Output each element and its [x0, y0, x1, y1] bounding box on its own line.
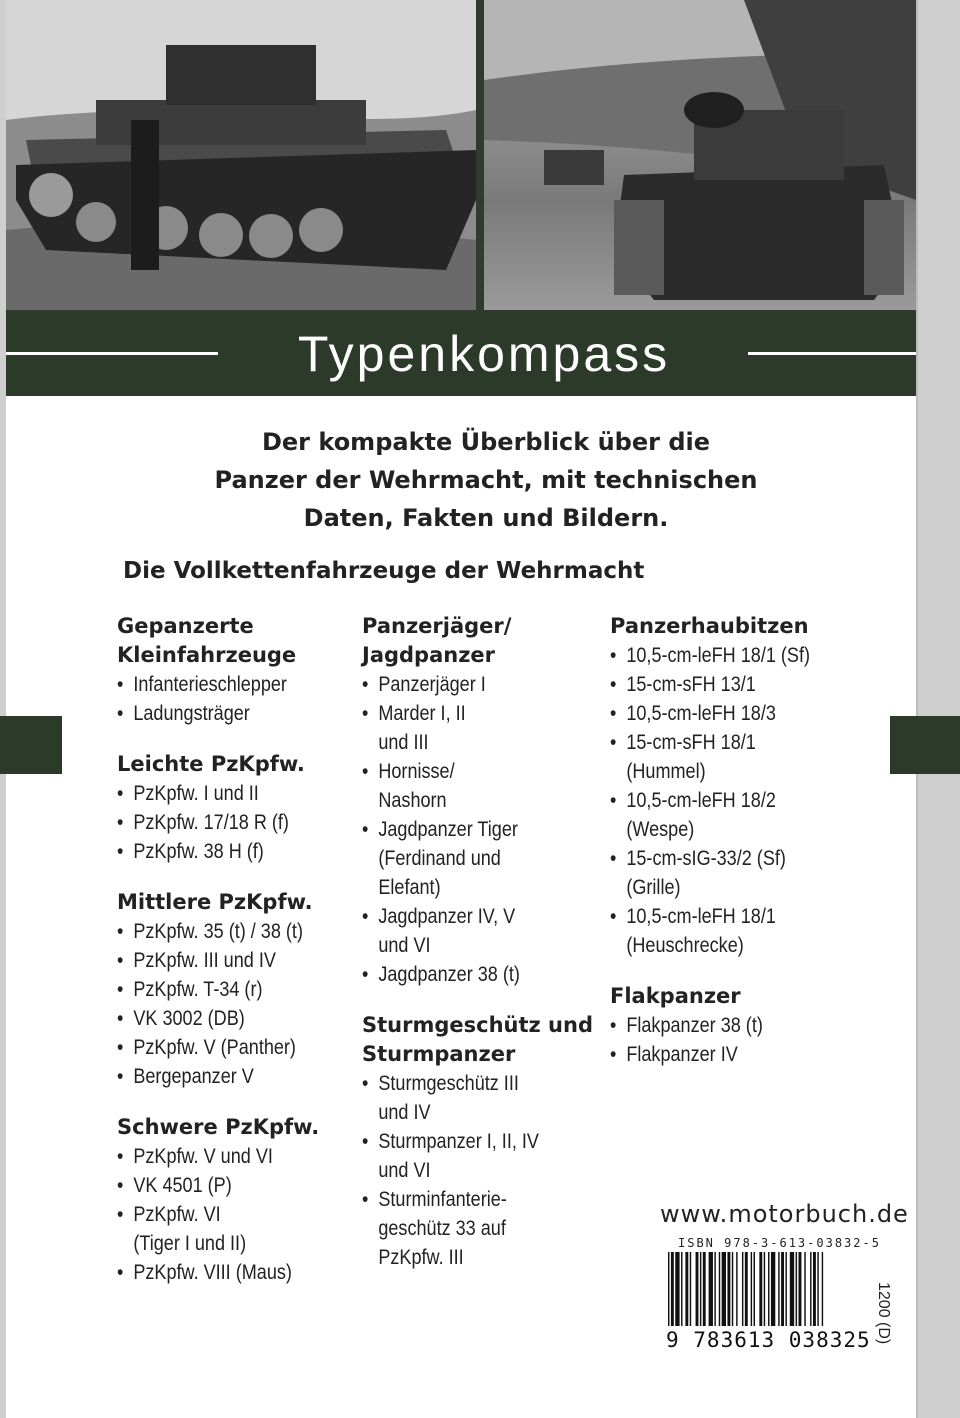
- vehicle-list-item: • Hornisse/: [362, 757, 573, 786]
- vehicle-list-item: • Jagdpanzer IV, V: [362, 902, 573, 931]
- barcode-bar: [790, 1252, 794, 1326]
- barcode-bar: [675, 1252, 679, 1326]
- category-title: Kleinfahrzeuge: [117, 643, 297, 667]
- barcode-bar: [804, 1252, 805, 1326]
- vehicle-list-item: • 15-cm-sFH 13/1: [610, 670, 825, 699]
- vehicle-list-item-continued: (Ferdinand und: [378, 847, 501, 870]
- category-group: [610, 982, 860, 1069]
- barcode-bar: [690, 1252, 691, 1326]
- barcode-bar: [778, 1252, 779, 1326]
- barcode-bar: [668, 1252, 669, 1326]
- barcode-bar: [696, 1252, 699, 1326]
- category-title: Flakpanzer: [610, 984, 741, 1008]
- barcode-digits: 9 783613 038325: [666, 1328, 871, 1352]
- category-group: [117, 888, 362, 1091]
- vehicle-list-item-continued: (Wespe): [626, 818, 695, 841]
- vehicle-list-item: • 10,5-cm-leFH 18/2: [610, 786, 825, 815]
- barcode-bar: [785, 1252, 786, 1326]
- vehicle-list-item-continued: PzKpfw. III: [378, 1246, 464, 1269]
- vehicle-list-item: • 15-cm-sFH 18/1: [610, 728, 825, 757]
- barcode-bar: [754, 1252, 755, 1326]
- vehicle-list-item: • 10,5-cm-leFH 18/3: [610, 699, 825, 728]
- barcode-bar: [714, 1252, 715, 1326]
- vehicle-list-item: • Flakpanzer 38 (t): [610, 1011, 825, 1040]
- category-title: Mittlere PzKpfw.: [117, 890, 313, 914]
- category-title: Schwere PzKpfw.: [117, 1115, 320, 1139]
- barcode-bar: [781, 1252, 784, 1326]
- side-tab-right: [890, 716, 960, 774]
- barcode-bar: [817, 1252, 818, 1326]
- vehicle-list-item-continued: und VI: [378, 934, 431, 957]
- vehicle-list-item: • VK 4501 (P): [117, 1171, 328, 1200]
- vehicle-list-item-continued: und III: [378, 731, 429, 754]
- category-title: Gepanzerte: [117, 614, 254, 638]
- vehicle-list-item-continued: Elefant): [378, 876, 441, 899]
- category-title: Sturmpanzer: [362, 1042, 516, 1066]
- contents-heading: Die Vollkettenfahrzeuge der Wehrmacht: [123, 558, 645, 584]
- vehicle-list-item: • Bergepanzer V: [117, 1062, 328, 1091]
- barcode-bar: [727, 1252, 730, 1326]
- vehicle-list-item: • Jagdpanzer 38 (t): [362, 960, 573, 989]
- barcode-bar: [703, 1252, 706, 1326]
- vehicle-list-item: • 15-cm-sIG-33/2 (Sf): [610, 844, 825, 873]
- barcode-bar: [732, 1252, 733, 1326]
- vehicle-list-item-continued: Nashorn: [378, 789, 447, 812]
- category-title: Panzerhaubitzen: [610, 614, 809, 638]
- vehicle-list-item: • Sturminfanterie-: [362, 1185, 573, 1214]
- barcode-bar: [768, 1252, 769, 1326]
- photo-strip: [6, 0, 916, 312]
- barcode-bar: [722, 1252, 726, 1326]
- vehicle-list-item: • PzKpfw. 17/18 R (f): [117, 808, 328, 837]
- category-group: [362, 612, 607, 989]
- vehicle-list-item: • VK 3002 (DB): [117, 1004, 328, 1033]
- barcode-bar: [751, 1252, 752, 1326]
- vehicle-list-item: • PzKpfw. V (Panther): [117, 1033, 328, 1062]
- category-title: Panzerjäger/: [362, 614, 512, 638]
- isbn-text: ISBN 978-3-613-03832-5: [678, 1236, 881, 1250]
- book-back-cover: [6, 0, 916, 1418]
- vehicle-list-item: • PzKpfw. T-34 (r): [117, 975, 328, 1004]
- vehicle-list-item: • Sturmgeschütz III: [362, 1069, 573, 1098]
- vehicle-list-item: • Flakpanzer IV: [610, 1040, 825, 1069]
- category-title: Leichte PzKpfw.: [117, 752, 305, 776]
- photo-tank-crew: [6, 0, 476, 310]
- photo-tank-column: [484, 0, 916, 310]
- vehicle-list-item: • PzKpfw. 35 (t) / 38 (t): [117, 917, 328, 946]
- price-label: 1200 (D): [875, 1282, 892, 1345]
- barcode-bar: [771, 1252, 775, 1326]
- vehicle-list-item: • PzKpfw. I und II: [117, 779, 328, 808]
- vehicle-list-item: • PzKpfw. V und VI: [117, 1142, 328, 1171]
- vehicle-list-item: • PzKpfw. III und IV: [117, 946, 328, 975]
- side-tab-left: [0, 716, 62, 774]
- barcode-bar: [796, 1252, 797, 1326]
- vehicle-list-item: • 10,5-cm-leFH 18/1 (Sf): [610, 641, 825, 670]
- vehicle-list-item: • Marder I, II: [362, 699, 573, 728]
- tagline-line: Panzer der Wehrmacht, mit technischen: [214, 466, 758, 494]
- vehicle-list-item-continued: (Grille): [626, 876, 681, 899]
- barcode-bar: [764, 1252, 765, 1326]
- vehicle-list-item-continued: (Tiger I und II): [133, 1232, 247, 1255]
- barcode-bar: [742, 1252, 743, 1326]
- vehicle-list-item: • Sturmpanzer I, II, IV: [362, 1127, 573, 1156]
- barcode-bar: [700, 1252, 701, 1326]
- title-rule-left: [6, 352, 218, 355]
- vehicle-list-item-continued: und IV: [378, 1101, 431, 1124]
- category-title: Jagdpanzer: [362, 643, 496, 667]
- barcode-bar: [799, 1252, 802, 1326]
- category-group: [362, 1011, 607, 1272]
- barcode: [666, 1252, 886, 1330]
- title-rule-right: [748, 352, 916, 355]
- barcode-bar: [759, 1252, 762, 1326]
- vehicle-list-item-continued: geschütz 33 auf: [378, 1217, 506, 1240]
- vehicle-list-item: • PzKpfw. VI: [117, 1200, 328, 1229]
- tagline-line: Daten, Fakten und Bildern.: [303, 504, 669, 532]
- barcode-bar: [736, 1252, 737, 1326]
- title-band: [6, 312, 916, 396]
- category-group: [610, 612, 860, 960]
- barcode-bar: [671, 1252, 674, 1326]
- contents-column-1: [117, 612, 362, 1309]
- category-group: [117, 1113, 362, 1287]
- barcode-bar: [681, 1252, 682, 1326]
- barcode-bar: [709, 1252, 713, 1326]
- tagline: [196, 423, 776, 537]
- barcode-bar: [719, 1252, 720, 1326]
- contents-column-2: [362, 612, 607, 1294]
- barcode-bar: [685, 1252, 688, 1326]
- category-group: [117, 750, 362, 866]
- publisher-website: www.motorbuch.de: [660, 1200, 909, 1228]
- barcode-bar: [745, 1252, 748, 1326]
- vehicle-list-item: • PzKpfw. 38 H (f): [117, 837, 328, 866]
- category-group: [117, 612, 362, 728]
- barcode-bar: [813, 1252, 816, 1326]
- barcode-bar: [810, 1252, 811, 1326]
- vehicle-list-item: • Ladungsträger: [117, 699, 328, 728]
- vehicle-list-item: • Jagdpanzer Tiger: [362, 815, 573, 844]
- series-title: Typenkompass: [297, 326, 671, 382]
- vehicle-list-item-continued: (Heuschrecke): [626, 934, 744, 957]
- vehicle-list-item: • Infanterieschlepper: [117, 670, 328, 699]
- category-title: Sturmgeschütz und: [362, 1013, 593, 1037]
- tagline-line: Der kompakte Überblick über die: [261, 428, 711, 456]
- vehicle-list-item: • 10,5-cm-leFH 18/1: [610, 902, 825, 931]
- vehicle-list-item: • Panzerjäger I: [362, 670, 573, 699]
- vehicle-list-item: • PzKpfw. VIII (Maus): [117, 1258, 328, 1287]
- contents-column-3: [610, 612, 860, 1091]
- vehicle-list-item-continued: (Hummel): [626, 760, 706, 783]
- barcode-bar: [822, 1252, 823, 1326]
- vehicle-list-item-continued: und VI: [378, 1159, 431, 1182]
